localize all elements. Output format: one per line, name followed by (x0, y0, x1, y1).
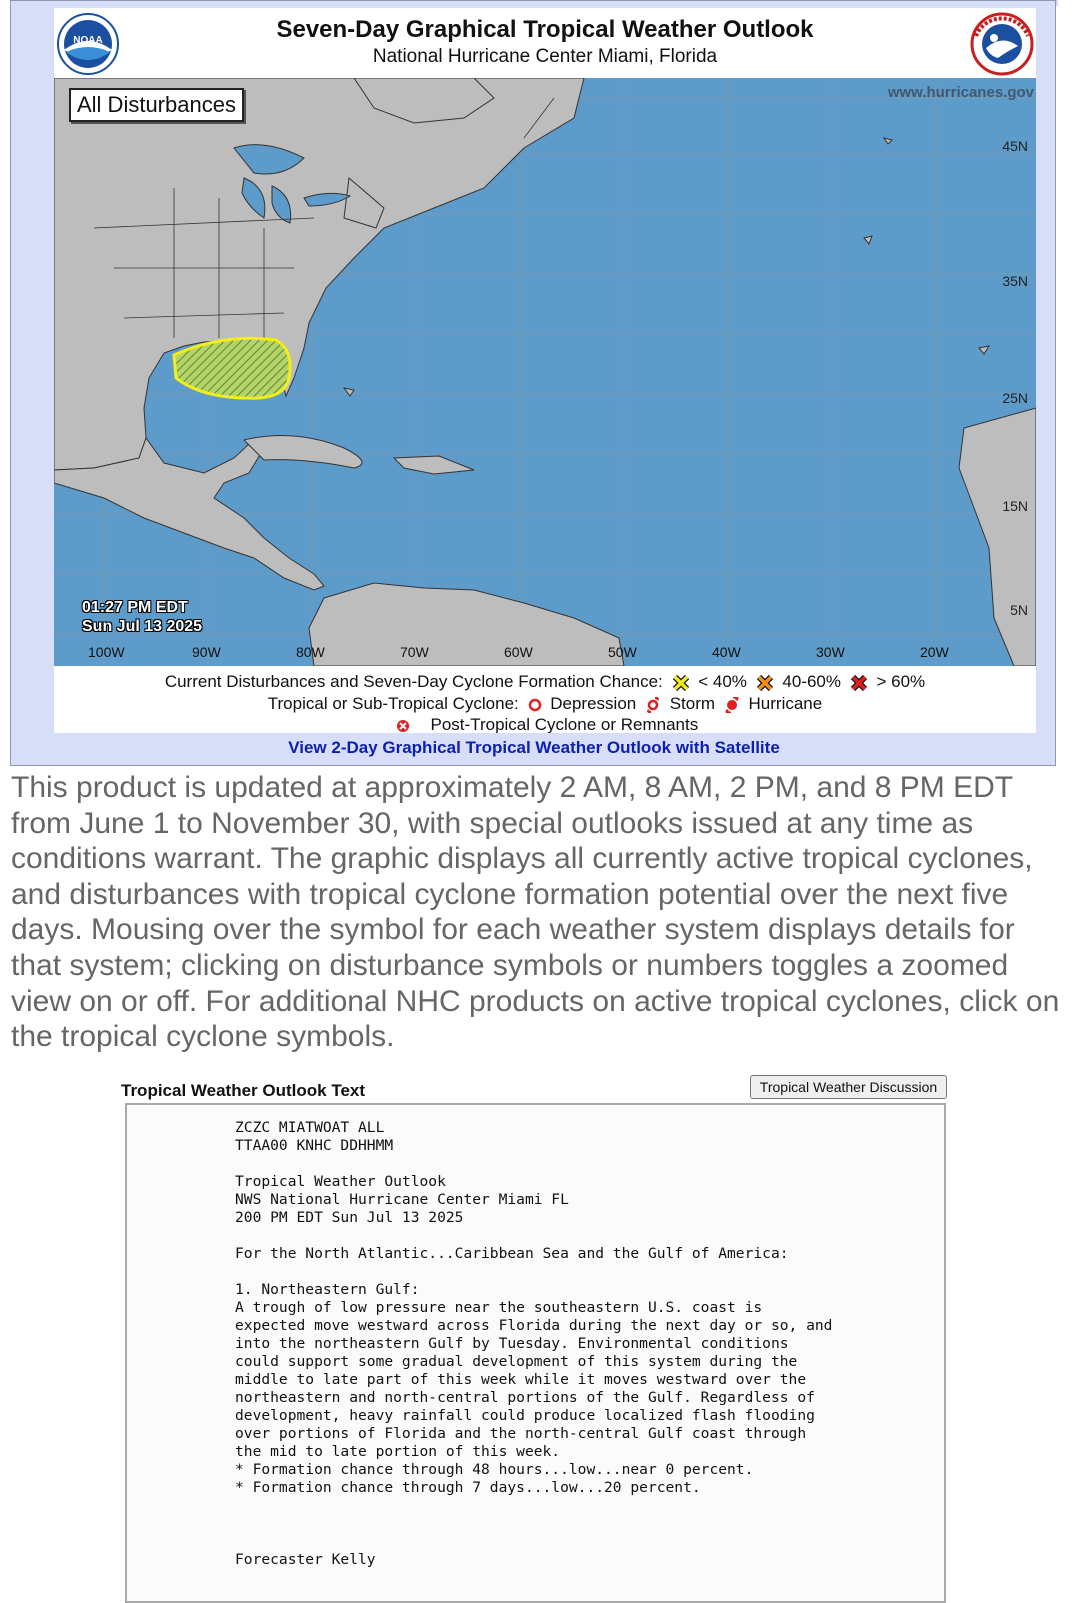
lat-label: 45N (1002, 138, 1028, 154)
mid-chance-x-icon (756, 674, 774, 692)
website-label: www.hurricanes.gov (887, 84, 1034, 101)
outlook-text-body: ZCZC MIATWOAT ALL TTAA00 KNHC DDHHMM Tropical Weather Outlook NWS National Hurricane Center Miami FL 200 PM EDT Sun Jul 13 2025 For the North Atlantic...Caribbean Sea and the Gulf of America: 1. Northeastern Gulf: A trough of low pressure near the southeastern U.S. coast is expected move westward across Florida during the next day or so, and into the northeastern Gulf by Tuesday. Environmental conditions could support some gradual development of this system during the middle to late part of this week while it moves westward over the northeastern and north-central portions of the Gulf. Regardless of development, heavy rainfall could produce localized flash flooding over portions of Florida and the north-central Gulf coast through the mid to late portion of this week. * Formation chance through 48 hours...low...near 0 percent. * Formation chance through 7 days...low...20 percent. Forecaster Kelly (235, 1119, 833, 1568)
graphic-title: Seven-Day Graphical Tropical Weather Outlook (276, 16, 814, 43)
product-description: This product is updated at approximately 2 AM, 8 AM, 2 PM, and 8 PM EDT from June 1 to November 30, with special outlooks issued at any time as conditions warrant. The graphic displays all currently active tropical cyclones, and disturbances with tropical cyclone formation potential over the next five days. Mousing over the symbol for each weather system displays details for that system; clicking on disturbance symbols or numbers toggles a zoomed view on or off. For additional NHC products on active tropical cyclones, click on the tropical cyclone symbols. (11, 771, 1060, 1054)
all-disturbances-label[interactable]: All Disturbances (69, 88, 244, 122)
high-chance-x-icon (850, 674, 868, 692)
post-tropical-icon (396, 719, 410, 733)
legend-mid-label: 40-60% (782, 672, 842, 691)
legend-row-cyclone (54, 694, 1036, 714)
lat-label: 35N (1002, 273, 1028, 289)
lon-label: 80W (296, 644, 325, 660)
graphic-header (54, 8, 1036, 78)
outlook-map[interactable] (54, 78, 1036, 666)
satellite-outlook-link[interactable]: View 2-Day Graphical Tropical Weather Outlook with Satellite (288, 738, 780, 757)
legend-cyclone-label: Tropical or Sub-Tropical Cyclone: (267, 694, 519, 713)
outlook-text-label: Tropical Weather Outlook Text (121, 1081, 366, 1100)
lat-label: 5N (1010, 602, 1028, 618)
legend-row-post-tropical (54, 715, 1036, 733)
svg-text:NOAA: NOAA (73, 35, 103, 46)
lon-label: 90W (192, 644, 221, 660)
legend-hurricane-label: Hurricane (748, 694, 823, 713)
legend-post-tropical-label: Post-Tropical Cyclone or Remnants (430, 715, 699, 733)
storm-icon (645, 697, 661, 713)
graphic-subtitle: National Hurricane Center Miami, Florida (372, 46, 718, 67)
legend-formation-label: Current Disturbances and Seven-Day Cyclone Formation Chance: (164, 672, 663, 691)
legend-depression-label: Depression (550, 694, 637, 713)
hurricane-icon (724, 697, 740, 713)
legend-low-label: < 40% (698, 672, 747, 691)
legend-storm-label: Storm (669, 694, 716, 713)
timestamp-date: Sun Jul 13 2025 (82, 618, 203, 635)
low-chance-x-icon (672, 674, 690, 692)
tropical-weather-discussion-button[interactable]: Tropical Weather Discussion (750, 1075, 947, 1099)
map-legend (54, 666, 1036, 733)
lon-label: 100W (88, 644, 125, 660)
legend-high-label: > 60% (876, 672, 926, 691)
map-basemap (54, 78, 1036, 666)
lon-label: 40W (712, 644, 741, 660)
lon-label: 60W (504, 644, 533, 660)
outlook-graphic[interactable] (54, 8, 1036, 733)
nws-logo-icon (970, 12, 1034, 76)
lon-label: 70W (400, 644, 429, 660)
timestamp-time: 01:27 PM EDT (82, 599, 188, 616)
legend-row-formation (54, 672, 1036, 692)
lon-label: 20W (920, 644, 949, 660)
lon-label: 30W (816, 644, 845, 660)
depression-icon (528, 698, 542, 712)
disturbance-area-northeastern-gulf[interactable] (174, 338, 290, 398)
lon-label: 50W (608, 644, 637, 660)
lat-label: 15N (1002, 498, 1028, 514)
outlook-panel (10, 0, 1056, 766)
lat-label: 25N (1002, 390, 1028, 406)
